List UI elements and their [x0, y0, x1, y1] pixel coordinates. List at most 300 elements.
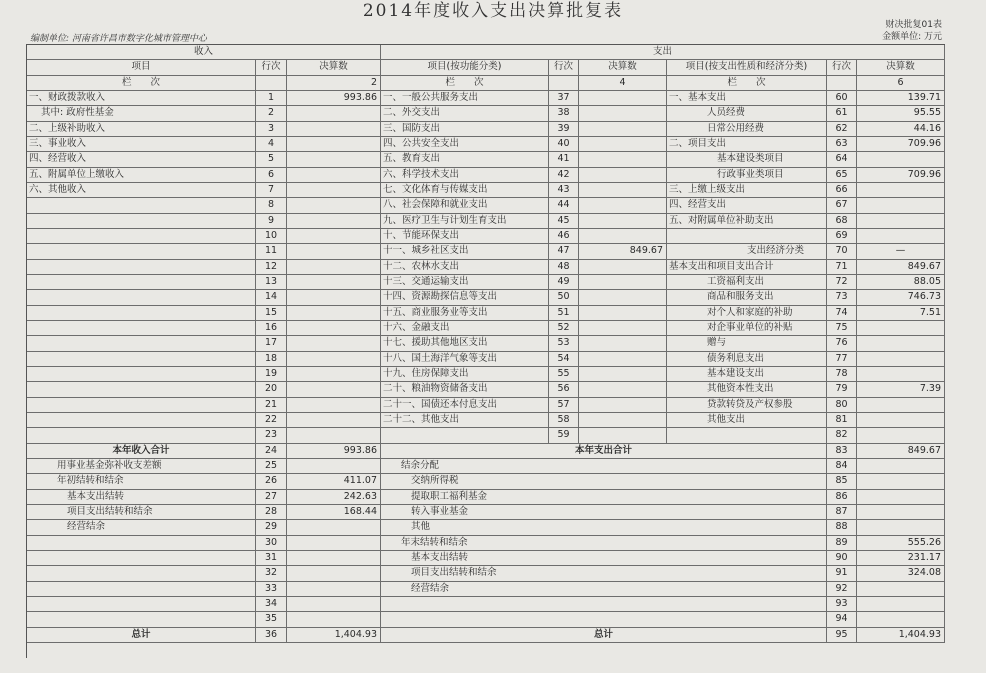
- econ-rowno: 80: [827, 398, 857, 413]
- expense-summary-item: 总计: [381, 628, 827, 643]
- income-item: 六、其他收入: [27, 183, 256, 198]
- func-item: 四、公共安全支出: [381, 137, 549, 152]
- econ-rowno: 68: [827, 214, 857, 229]
- expense-summary-amount: 1,404.93: [857, 628, 945, 643]
- income-amount: [287, 306, 381, 321]
- expense-summary-amount: [857, 490, 945, 505]
- expense-summary-amount: [857, 597, 945, 612]
- econ-amount: 746.73: [857, 290, 945, 305]
- income-rowno: 1: [256, 91, 287, 106]
- func-amount: [579, 367, 667, 382]
- econ-rowno: 73: [827, 290, 857, 305]
- econ-amount: 7.39: [857, 382, 945, 397]
- income-rowno: 20: [256, 382, 287, 397]
- econ-item: 其他资本性支出: [667, 382, 827, 397]
- income-rowno: 21: [256, 398, 287, 413]
- func-amount: [579, 106, 667, 121]
- compiling-unit-name: 河南省许昌市数字化城市管理中心: [71, 34, 207, 44]
- income-rowno: 15: [256, 306, 287, 321]
- income-rowno: 9: [256, 214, 287, 229]
- expense-summary-amount: [857, 582, 945, 597]
- income-summary-rowno: 34: [256, 597, 287, 612]
- expense-summary-amount: [857, 520, 945, 535]
- income-item: [27, 229, 256, 244]
- func-amount: [579, 382, 667, 397]
- income-item: 二、上级补助收入: [27, 122, 256, 137]
- income-summary-rowno: 26: [256, 474, 287, 489]
- income-amount: [287, 428, 381, 443]
- income-summary-rowno: 30: [256, 536, 287, 551]
- income-item: [27, 290, 256, 305]
- income-summary-amount: [287, 566, 381, 581]
- func-rowno: 41: [549, 152, 579, 167]
- expense-summary-item: 经营结余: [381, 582, 827, 597]
- func-item: 一、一般公共服务支出: [381, 91, 549, 106]
- income-amount: [287, 260, 381, 275]
- income-item: [27, 398, 256, 413]
- income-summary-rowno: 31: [256, 551, 287, 566]
- econ-rowno: 75: [827, 321, 857, 336]
- func-rowno: 45: [549, 214, 579, 229]
- econ-item: 对企事业单位的补贴: [667, 321, 827, 336]
- expense-summary-item: 提取职工福利基金: [381, 490, 827, 505]
- expense-summary-rowno: 90: [827, 551, 857, 566]
- expense-summary-rowno: 91: [827, 566, 857, 581]
- func-rowno: 59: [549, 428, 579, 443]
- income-amount: [287, 183, 381, 198]
- func-amount-header: 决算数: [579, 60, 667, 75]
- income-item: [27, 214, 256, 229]
- expense-summary-amount: [857, 474, 945, 489]
- func-rowno: 58: [549, 413, 579, 428]
- expense-summary-rowno: 85: [827, 474, 857, 489]
- func-rowno: 40: [549, 137, 579, 152]
- econ-item: 赠与: [667, 336, 827, 351]
- expense-header: 支出: [381, 45, 945, 60]
- econ-rowno: 65: [827, 168, 857, 183]
- expense-summary-amount: 555.26: [857, 536, 945, 551]
- expense-summary-rowno: 94: [827, 612, 857, 627]
- econ-item: [667, 229, 827, 244]
- func-amount: [579, 428, 667, 443]
- func-item: 十、节能环保支出: [381, 229, 549, 244]
- income-summary-amount: [287, 459, 381, 474]
- income-summary-rowno: 33: [256, 582, 287, 597]
- func-rowno: 42: [549, 168, 579, 183]
- econ-amount: [857, 413, 945, 428]
- income-item: [27, 413, 256, 428]
- func-item: 十八、国土海洋气象等支出: [381, 352, 549, 367]
- expense-summary-amount: 849.67: [857, 444, 945, 459]
- income-summary-amount: 993.86: [287, 444, 381, 459]
- expense-summary-item: 基本支出结转: [381, 551, 827, 566]
- func-item: 十一、城乡社区支出: [381, 244, 549, 259]
- income-summary-amount: 1,404.93: [287, 628, 381, 643]
- income-summary-item: 项目支出结转和结余: [27, 505, 256, 520]
- func-rowno: 49: [549, 275, 579, 290]
- econ-rowno: 78: [827, 367, 857, 382]
- expense-summary-rowno: 92: [827, 582, 857, 597]
- econ-amount: [857, 152, 945, 167]
- expense-summary-rowno: 95: [827, 628, 857, 643]
- income-rowno: 22: [256, 413, 287, 428]
- func-rowno: 38: [549, 106, 579, 121]
- income-item: [27, 260, 256, 275]
- func-rowno: 55: [549, 367, 579, 382]
- income-summary-item: [27, 582, 256, 597]
- func-amount: [579, 398, 667, 413]
- budget-table: [26, 44, 945, 658]
- income-item: [27, 352, 256, 367]
- func-item: 二十二、其他支出: [381, 413, 549, 428]
- econ-amount: [857, 198, 945, 213]
- income-amount: [287, 367, 381, 382]
- income-amount: [287, 382, 381, 397]
- econ-rowno: 60: [827, 91, 857, 106]
- expense-summary-amount: 231.17: [857, 551, 945, 566]
- income-item: [27, 321, 256, 336]
- econ-item: 基本建设支出: [667, 367, 827, 382]
- income-summary-rowno: 27: [256, 490, 287, 505]
- func-rowno: 52: [549, 321, 579, 336]
- income-summary-rowno: 36: [256, 628, 287, 643]
- income-item: [27, 244, 256, 259]
- econ-item: [667, 428, 827, 443]
- col-label-rowno: [549, 76, 579, 91]
- income-item: [27, 428, 256, 443]
- func-amount: [579, 183, 667, 198]
- func-rowno: 56: [549, 382, 579, 397]
- income-rowno: 17: [256, 336, 287, 351]
- col-label-rowno: [256, 76, 287, 91]
- expense-summary-item: [381, 597, 827, 612]
- form-number: 财决批复01表: [885, 20, 942, 30]
- func-item: 十九、住房保障支出: [381, 367, 549, 382]
- econ-amount: [857, 336, 945, 351]
- income-summary-amount: 242.63: [287, 490, 381, 505]
- income-item-header: 项目: [27, 60, 256, 75]
- income-rowno: 19: [256, 367, 287, 382]
- income-item: 四、经营收入: [27, 152, 256, 167]
- income-item: [27, 367, 256, 382]
- econ-rowno: 61: [827, 106, 857, 121]
- func-rowno: 46: [549, 229, 579, 244]
- income-summary-item: 用事业基金弥补收支差额: [27, 459, 256, 474]
- econ-rowno: 66: [827, 183, 857, 198]
- income-summary-rowno: 32: [256, 566, 287, 581]
- func-amount: [579, 122, 667, 137]
- income-rowno: 23: [256, 428, 287, 443]
- income-amount: 993.86: [287, 91, 381, 106]
- func-amount: [579, 91, 667, 106]
- econ-amount: [857, 367, 945, 382]
- income-amount: [287, 321, 381, 336]
- econ-item-header: 项目(按支出性质和经济分类): [667, 60, 827, 75]
- econ-rowno: 74: [827, 306, 857, 321]
- econ-item: 二、项目支出: [667, 137, 827, 152]
- econ-item: 贷款转贷及产权参股: [667, 398, 827, 413]
- income-amount: [287, 352, 381, 367]
- expense-summary-amount: [857, 505, 945, 520]
- func-rowno-header: 行次: [549, 60, 579, 75]
- func-rowno: 54: [549, 352, 579, 367]
- econ-amount: —: [857, 244, 945, 259]
- func-rowno: 37: [549, 91, 579, 106]
- col-number-4: 4: [579, 76, 667, 91]
- expense-summary-item: 年末结转和结余: [381, 536, 827, 551]
- econ-item: 五、对附属单位补助支出: [667, 214, 827, 229]
- econ-item: 日常公用经费: [667, 122, 827, 137]
- func-amount: [579, 260, 667, 275]
- econ-amount: [857, 428, 945, 443]
- econ-item: 三、上缴上级支出: [667, 183, 827, 198]
- expense-summary-item: 项目支出结转和结余: [381, 566, 827, 581]
- income-summary-item: [27, 612, 256, 627]
- econ-item: 基本建设类项目: [667, 152, 827, 167]
- income-rowno: 14: [256, 290, 287, 305]
- func-amount: [579, 336, 667, 351]
- income-summary-amount: [287, 536, 381, 551]
- income-item: 其中: 政府性基金: [27, 106, 256, 121]
- func-item: 十四、资源勘探信息等支出: [381, 290, 549, 305]
- econ-rowno: 64: [827, 152, 857, 167]
- func-amount: [579, 321, 667, 336]
- func-rowno: 57: [549, 398, 579, 413]
- income-rowno: 8: [256, 198, 287, 213]
- income-amount: [287, 152, 381, 167]
- func-item-header: 项目(按功能分类): [381, 60, 549, 75]
- income-summary-rowno: 29: [256, 520, 287, 535]
- income-summary-rowno: 28: [256, 505, 287, 520]
- income-summary-item: 年初结转和结余: [27, 474, 256, 489]
- income-rowno: 16: [256, 321, 287, 336]
- income-item: 五、附属单位上缴收入: [27, 168, 256, 183]
- income-item: [27, 198, 256, 213]
- func-amount: [579, 214, 667, 229]
- income-amount: [287, 106, 381, 121]
- func-rowno: 47: [549, 244, 579, 259]
- econ-rowno: 81: [827, 413, 857, 428]
- income-amount: [287, 214, 381, 229]
- expense-summary-amount: [857, 459, 945, 474]
- expense-summary-rowno: 83: [827, 444, 857, 459]
- income-summary-rowno: 25: [256, 459, 287, 474]
- func-item: 六、科学技术支出: [381, 168, 549, 183]
- expense-summary-amount: [857, 612, 945, 627]
- func-amount: [579, 229, 667, 244]
- expense-summary-rowno: 87: [827, 505, 857, 520]
- econ-item: 基本支出和项目支出合计: [667, 260, 827, 275]
- income-rowno: 12: [256, 260, 287, 275]
- func-amount: [579, 137, 667, 152]
- func-item: 十二、农林水支出: [381, 260, 549, 275]
- income-rowno: 2: [256, 106, 287, 121]
- econ-item: 商品和服务支出: [667, 290, 827, 305]
- econ-amount: 849.67: [857, 260, 945, 275]
- income-amount: [287, 122, 381, 137]
- income-summary-item: 总计: [27, 628, 256, 643]
- func-item: 五、教育支出: [381, 152, 549, 167]
- econ-amount: 139.71: [857, 91, 945, 106]
- income-summary-item: 本年收入合计: [27, 444, 256, 459]
- income-amount: [287, 244, 381, 259]
- income-summary-amount: [287, 520, 381, 535]
- income-summary-amount: 168.44: [287, 505, 381, 520]
- econ-item: 四、经营支出: [667, 198, 827, 213]
- income-summary-item: [27, 551, 256, 566]
- expense-summary-amount: 324.08: [857, 566, 945, 581]
- func-amount: [579, 275, 667, 290]
- income-amount: [287, 413, 381, 428]
- income-summary-item: [27, 597, 256, 612]
- income-item: 三、事业收入: [27, 137, 256, 152]
- func-amount: 849.67: [579, 244, 667, 259]
- func-rowno: 50: [549, 290, 579, 305]
- econ-amount: 44.16: [857, 122, 945, 137]
- income-amount: [287, 168, 381, 183]
- income-summary-amount: 411.07: [287, 474, 381, 489]
- compiling-unit: [30, 31, 207, 44]
- income-header: 收入: [27, 45, 381, 60]
- func-amount: [579, 413, 667, 428]
- income-amount: [287, 229, 381, 244]
- col-label: 栏 次: [381, 76, 549, 91]
- income-amount: [287, 275, 381, 290]
- income-item: [27, 275, 256, 290]
- func-rowno: 53: [549, 336, 579, 351]
- econ-rowno: 77: [827, 352, 857, 367]
- econ-amount: [857, 398, 945, 413]
- econ-amount: [857, 321, 945, 336]
- func-item: 九、医疗卫生与计划生育支出: [381, 214, 549, 229]
- func-item: 七、文化体育与传媒支出: [381, 183, 549, 198]
- econ-item: 支出经济分类: [667, 244, 827, 259]
- econ-amount: 95.55: [857, 106, 945, 121]
- income-summary-amount: [287, 582, 381, 597]
- econ-rowno: 69: [827, 229, 857, 244]
- col-label: 栏 次: [667, 76, 827, 91]
- func-item: 十三、交通运输支出: [381, 275, 549, 290]
- econ-rowno: 70: [827, 244, 857, 259]
- econ-item: 工资福利支出: [667, 275, 827, 290]
- income-rowno: 13: [256, 275, 287, 290]
- income-rowno: 11: [256, 244, 287, 259]
- income-rowno: 6: [256, 168, 287, 183]
- econ-amount: [857, 214, 945, 229]
- func-item: 十六、金融支出: [381, 321, 549, 336]
- income-amount: [287, 290, 381, 305]
- col-number-2: 2: [287, 76, 381, 91]
- func-rowno: 43: [549, 183, 579, 198]
- econ-rowno: 76: [827, 336, 857, 351]
- income-summary-item: 经营结余: [27, 520, 256, 535]
- income-amount: [287, 137, 381, 152]
- func-amount: [579, 290, 667, 305]
- expense-summary-item: 交纳所得税: [381, 474, 827, 489]
- func-amount: [579, 168, 667, 183]
- func-amount: [579, 152, 667, 167]
- econ-amount-header: 决算数: [857, 60, 945, 75]
- econ-rowno: 72: [827, 275, 857, 290]
- func-amount: [579, 198, 667, 213]
- compiling-unit-label: 编制单位:: [30, 34, 70, 44]
- income-item: [27, 336, 256, 351]
- econ-amount: [857, 352, 945, 367]
- econ-rowno: 63: [827, 137, 857, 152]
- func-item: 十五、商业服务业等支出: [381, 306, 549, 321]
- func-rowno: 48: [549, 260, 579, 275]
- income-rowno: 4: [256, 137, 287, 152]
- expense-summary-item: [381, 612, 827, 627]
- expense-summary-item: 结余分配: [381, 459, 827, 474]
- income-rowno-header: 行次: [256, 60, 287, 75]
- income-summary-rowno: 24: [256, 444, 287, 459]
- func-item: 二十、粮油物资储备支出: [381, 382, 549, 397]
- income-summary-item: 基本支出结转: [27, 490, 256, 505]
- func-amount: [579, 352, 667, 367]
- econ-item: 对个人和家庭的补助: [667, 306, 827, 321]
- income-item: [27, 382, 256, 397]
- econ-amount: [857, 229, 945, 244]
- expense-summary-item: 本年支出合计: [381, 444, 827, 459]
- income-amount: [287, 398, 381, 413]
- income-amount: [287, 336, 381, 351]
- func-item: 三、国防支出: [381, 122, 549, 137]
- econ-item: 债务利息支出: [667, 352, 827, 367]
- expense-summary-item: 其他: [381, 520, 827, 535]
- econ-rowno: 67: [827, 198, 857, 213]
- col-number-6: 6: [857, 76, 945, 91]
- expense-summary-item: 转入事业基金: [381, 505, 827, 520]
- econ-amount: 709.96: [857, 168, 945, 183]
- expense-summary-rowno: 86: [827, 490, 857, 505]
- col-label: 栏 次: [27, 76, 256, 91]
- expense-summary-rowno: 88: [827, 520, 857, 535]
- income-rowno: 10: [256, 229, 287, 244]
- income-rowno: 18: [256, 352, 287, 367]
- func-rowno: 51: [549, 306, 579, 321]
- func-amount: [579, 306, 667, 321]
- expense-summary-rowno: 89: [827, 536, 857, 551]
- func-rowno: 39: [549, 122, 579, 137]
- econ-item: 人员经费: [667, 106, 827, 121]
- col-label-rowno: [827, 76, 857, 91]
- econ-rowno: 79: [827, 382, 857, 397]
- func-item: 十七、援助其他地区支出: [381, 336, 549, 351]
- expense-summary-rowno: 84: [827, 459, 857, 474]
- econ-amount: 7.51: [857, 306, 945, 321]
- income-rowno: 5: [256, 152, 287, 167]
- money-unit: 金额单位: 万元: [882, 32, 942, 42]
- econ-amount: 88.05: [857, 275, 945, 290]
- econ-rowno-header: 行次: [827, 60, 857, 75]
- expense-summary-rowno: 93: [827, 597, 857, 612]
- income-summary-amount: [287, 551, 381, 566]
- income-item: [27, 306, 256, 321]
- page-title: 2014年度收入支出决算批复表: [362, 1, 624, 21]
- income-summary-item: [27, 536, 256, 551]
- income-item: 一、财政拨款收入: [27, 91, 256, 106]
- income-summary-amount: [287, 612, 381, 627]
- func-item: 八、社会保障和就业支出: [381, 198, 549, 213]
- income-amount-header: 决算数: [287, 60, 381, 75]
- func-item: 二、外交支出: [381, 106, 549, 121]
- econ-item: 一、基本支出: [667, 91, 827, 106]
- econ-item: 行政事业类项目: [667, 168, 827, 183]
- econ-rowno: 71: [827, 260, 857, 275]
- econ-rowno: 82: [827, 428, 857, 443]
- func-rowno: 44: [549, 198, 579, 213]
